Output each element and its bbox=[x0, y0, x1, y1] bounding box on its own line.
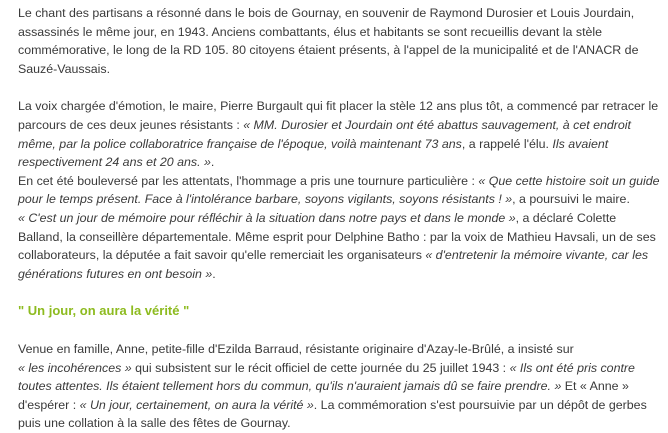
intro-paragraph: Le chant des partisans a résonné dans le bois de Gournay, en souvenir de Raymond Durosier et Louis Jourdain, assassinés le même jour, en 1943. Anciens combattants, élus et habitants se sont recueillis devant la stèle commémorative, le long de la RD 105. 80 citoyens étaient présents, à l'appel de la municipalité et de l'ANACR de Sauzé-Vaussais. bbox=[18, 6, 639, 76]
family-quote-3: « Un jour, certainement, on aura la vérité » bbox=[79, 397, 314, 412]
tribute-quote-1: « Que cette histoire soit un guide pour le temps présent. Face à l'intolérance barbare, soyons vigilants, soyons résistants ! » bbox=[18, 173, 660, 207]
mayor-text-2: , a rappelé l'élu. bbox=[461, 136, 553, 151]
article-body bbox=[18, 4, 662, 433]
section-heading: " Un jour, on aura la vérité " bbox=[18, 303, 190, 319]
tribute-text-3: , a déclaré Colette Balland, la conseillère départementale. Même esprit pour Delphine Batho : par la voix de Mathieu Havsali, un de ses collaborateurs, la députée a fait savoir qu'elle remerciait les organisateurs bbox=[18, 210, 656, 263]
mayor-text-3: . bbox=[210, 155, 215, 170]
paragraph-gap bbox=[18, 78, 662, 97]
tribute-quote-3: « d'entretenir la mémoire vivante, car les générations futures en ont besoin » bbox=[18, 248, 649, 281]
tribute-text-2: , a poursuivi le maire. bbox=[512, 192, 630, 207]
family-quote-2: « Ils ont été pris contre toutes attentes. Ils étaient tellement hors du commun, qu'ils n'auraient jamais dû se faire prendre. » bbox=[18, 360, 635, 394]
paragraph-gap bbox=[18, 283, 662, 302]
paragraph-gap bbox=[18, 321, 662, 340]
mayor-text-1: La voix chargée d'émotion, le maire, Pierre Burgault qui fit placer la stèle 12 ans plus tôt, a commencé par retracer le parcours de ces deux jeunes résistants : bbox=[18, 99, 659, 132]
tribute-quote-2: « C'est un jour de mémoire pour réfléchir à la situation dans notre pays et dans le monde » bbox=[18, 210, 516, 225]
family-text-2: qui subsistent sur le récit officiel de cette journée du 25 juillet 1943 : bbox=[131, 360, 510, 375]
family-quote-1: « les incohérences » bbox=[18, 360, 132, 375]
tribute-paragraph bbox=[18, 172, 662, 284]
tribute-text-1: En cet été bouleversé par les attentats, l'hommage a pris une tournure particulière : bbox=[18, 173, 479, 188]
family-text-4: . La commémoration s'est poursuivie par un dépôt de gerbes puis une collation à la salle des fêtes de Gournay. bbox=[18, 397, 647, 431]
family-text-1: Venue en famille, Anne, petite-fille d'Ezilda Barraud, résistante originaire d'Azay-le-Brûlé, a insisté sur bbox=[18, 341, 574, 356]
mayor-quote-2: Ils avaient respectivement 24 ans et 20 ans. » bbox=[18, 136, 609, 170]
family-text-3: Et « Anne » d'espérer : bbox=[18, 379, 629, 412]
mayor-quote-1: « MM. Durosier et Jourdain ont été abattus sauvagement, à cet endroit même, par la police collaboratrice française de l'époque, voilà maintenant 73 ans bbox=[18, 117, 631, 151]
mayor-paragraph bbox=[18, 97, 662, 171]
family-paragraph bbox=[18, 340, 662, 433]
tribute-text-4: . bbox=[212, 266, 216, 281]
